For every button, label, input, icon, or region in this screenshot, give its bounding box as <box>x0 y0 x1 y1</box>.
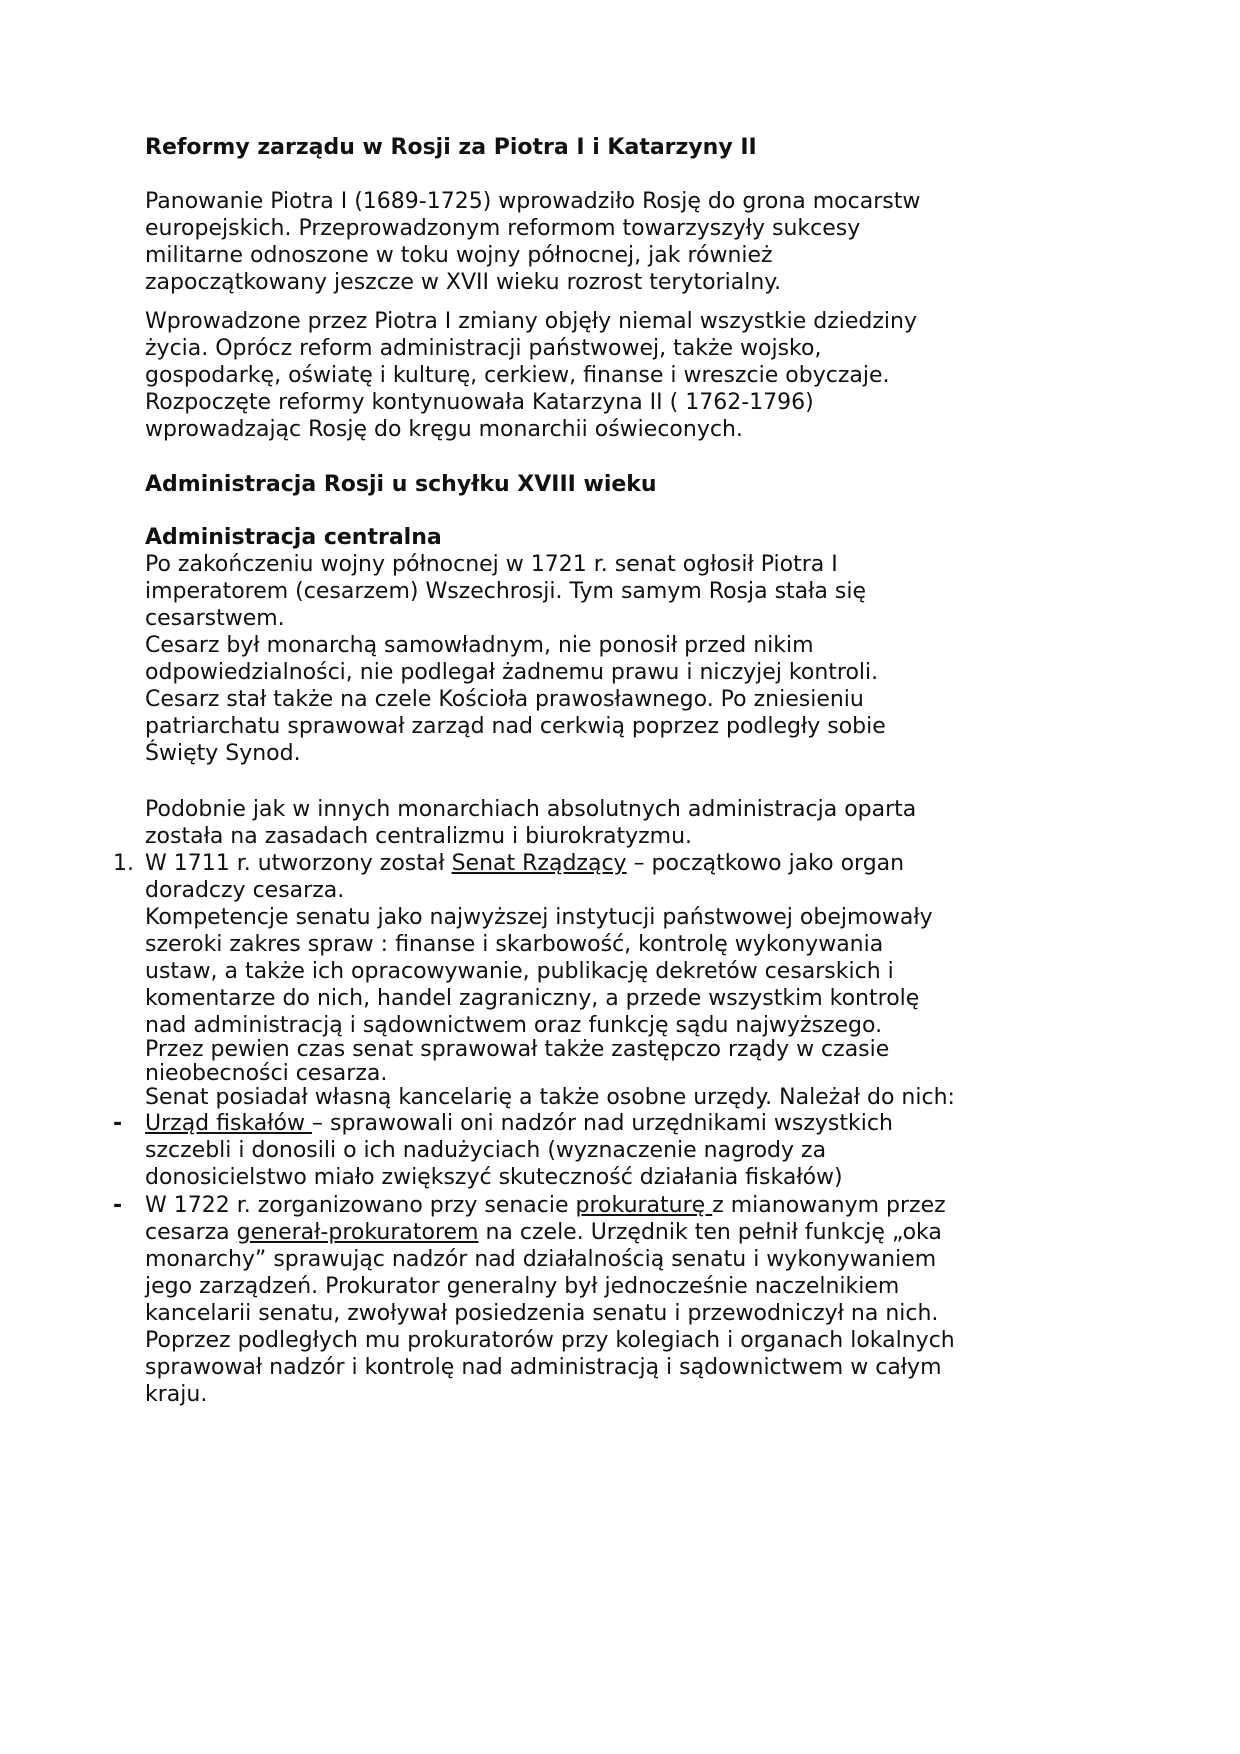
text-line: odpowiedzialności, nie podlegał żadnemu prawu i niczyjej kontroli. <box>145 660 879 685</box>
bullet-marker: - <box>113 1111 123 1136</box>
text-line: cesarstwem. <box>145 606 285 631</box>
list-marker: 1. <box>113 851 134 876</box>
bullet-marker: - <box>113 1193 123 1218</box>
text-line: komentarze do nich, handel zagraniczny, a przede wszystkim kontrolę <box>145 986 920 1011</box>
text-line: życia. Oprócz reform administracji państwowej, także wojsko, <box>145 336 822 361</box>
text-line: nad administracją i sądownictwem oraz funkcję sądu najwyższego. <box>145 1013 883 1038</box>
text-segment: – początkowo jako organ <box>626 851 905 876</box>
section-heading: Administracja Rosji u schyłku XVIII wieku <box>145 472 657 497</box>
text-segment: W 1722 r. zorganizowano przy senacie <box>145 1193 576 1218</box>
text-line: Cesarz stał także na czele Kościoła prawosławnego. Po zniesieniu <box>145 687 864 712</box>
underlined-term: Senat Rządzący <box>451 851 627 876</box>
text-line: szeroki zakres spraw : finanse i skarbowość, kontrolę wykonywania <box>145 932 884 957</box>
text-line: europejskich. Przeprowadzonym reformom towarzyszyły sukcesy <box>145 216 861 241</box>
text-line: Panowanie Piotra I (1689-1725) wprowadziło Rosję do grona mocarstw <box>145 189 921 214</box>
text-line: Senat posiadał własną kancelarię a także osobne urzędy. Należał do nich: <box>145 1085 955 1110</box>
underlined-term: prokuraturę <box>575 1193 713 1218</box>
text-line: jego zarządzeń. Prokurator generalny był jednocześnie naczelnikiem <box>145 1274 900 1299</box>
text-line <box>145 1219 1145 1246</box>
text-segment: z mianowanym przez <box>712 1193 946 1218</box>
text-line: imperatorem (cesarzem) Wszechrosji. Tym samym Rosja stała się <box>145 579 866 604</box>
text-line: kraju. <box>145 1382 208 1407</box>
bullet-fiscal-office <box>113 1110 1145 1191</box>
subsection-heading: Administracja centralna <box>145 525 442 550</box>
text-line: Wprowadzone przez Piotra I zmiany objęły niemal wszystkie dziedziny <box>145 309 917 334</box>
text-line <box>145 1192 1145 1219</box>
text-line: monarchy” sprawując nadzór nad działalnością senatu i wykonywaniem <box>145 1247 937 1272</box>
text-line <box>145 1110 1145 1137</box>
text-line: sprawował nadzór i kontrolę nad administracją i sądownictwem w całym <box>145 1355 942 1380</box>
text-line: Rozpoczęte reformy kontynuowała Katarzyna II ( 1762-1796) <box>145 390 814 415</box>
text-line: szczebli i donosili o ich nadużyciach (wyznaczenie nagrody za <box>145 1138 827 1163</box>
text-line: zapoczątkowany jeszcze w XVII wieku rozrost terytorialny. <box>145 270 782 295</box>
text-line: Cesarz był monarchą samowładnym, nie ponosił przed nikim <box>145 633 814 658</box>
paragraph-centralism <box>145 796 1145 850</box>
paragraph-emperor <box>145 551 1145 767</box>
text-line: Po zakończeniu wojny północnej w 1721 r. senat ogłosił Piotra I <box>145 552 838 577</box>
text-line <box>145 850 1145 877</box>
underlined-term: Urząd fiskałów <box>145 1111 312 1136</box>
text-line: nieobecności cesarza. <box>145 1060 388 1086</box>
text-line: gospodarkę, oświatę i kulturę, cerkiew, finanse i wreszcie obyczaje. <box>145 363 890 388</box>
text-line: ustaw, a także ich opracowywanie, publikację dekretów cesarskich i <box>145 959 894 984</box>
text-line: Poprzez podległych mu prokuratorów przy kolegiach i organach lokalnych <box>145 1328 955 1353</box>
list-item-senate-offices <box>145 1084 1145 1111</box>
text-segment: na czele. Urzędnik ten pełnił funkcję „oka <box>478 1220 942 1245</box>
list-item-senate <box>113 850 1145 1039</box>
list-item-senate-cont <box>145 1038 1145 1085</box>
text-segment: W 1711 r. utworzony został <box>145 851 452 876</box>
text-line: Kompetencje senatu jako najwyższej instytucji państwowej obejmowały <box>145 905 933 930</box>
text-line: doradczy cesarza. <box>145 878 345 903</box>
text-line: Przez pewien czas senat sprawował także zastępczo rządy w czasie <box>145 1037 890 1062</box>
document-title: Reformy zarządu w Rosji za Piotra I i Katarzyny II <box>145 135 757 160</box>
underlined-term: generał-prokuratorem <box>236 1220 479 1245</box>
text-segment: cesarza <box>145 1220 237 1245</box>
text-line: patriarchatu sprawował zarząd nad cerkwią poprzez podległy sobie <box>145 714 886 739</box>
paragraph-intro <box>145 188 1145 296</box>
text-segment: – sprawowali oni nadzór nad urzędnikami wszystkich <box>312 1111 893 1136</box>
text-line: została na zasadach centralizmu i biurokratyzmu. <box>145 824 693 849</box>
text-line: kancelarii senatu, zwoływał posiedzenia senatu i przewodniczył na nich. <box>145 1301 939 1326</box>
text-line: wprowadzając Rosję do kręgu monarchii oświeconych. <box>145 417 743 442</box>
text-line: Podobnie jak w innych monarchiach absolutnych administracja oparta <box>145 797 917 822</box>
text-line: donosicielstwo miało zwiększyć skuteczność działania fiskałów) <box>145 1165 843 1190</box>
bullet-prosecution <box>113 1192 1145 1408</box>
paragraph-reforms <box>145 308 1145 443</box>
text-line: militarne odnoszone w toku wojny północnej, jak również <box>145 243 773 268</box>
text-line: Święty Synod. <box>145 741 301 766</box>
